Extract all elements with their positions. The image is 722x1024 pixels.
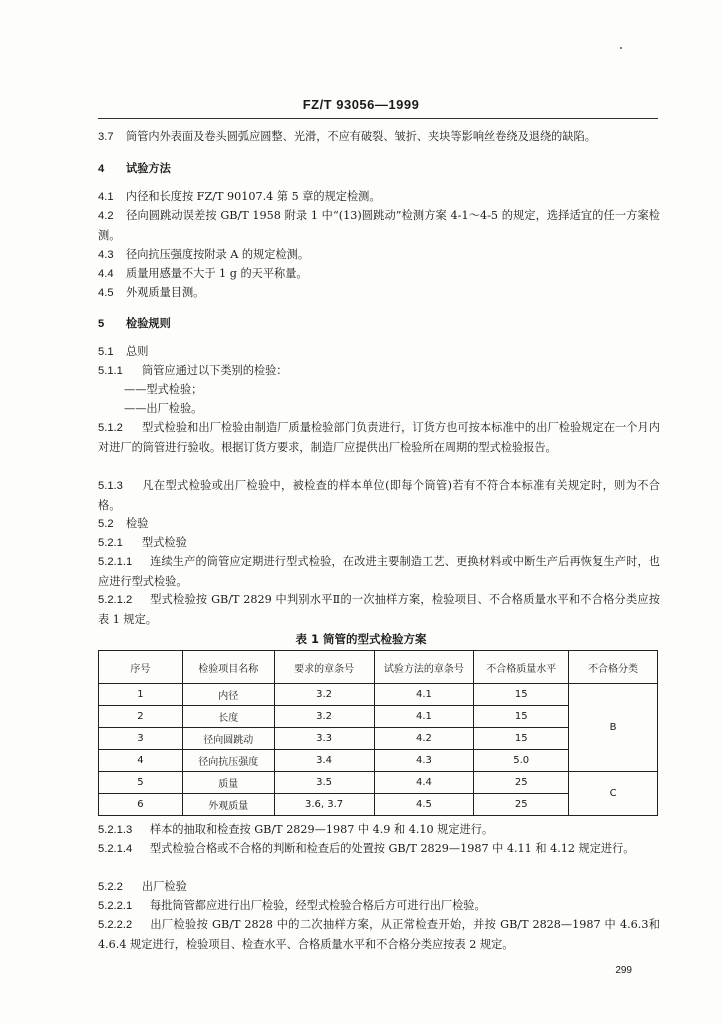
cell-item: 长度 bbox=[182, 706, 274, 728]
section-4-heading: 4 试验方法 bbox=[98, 161, 171, 175]
clause-5-1-2: 5.1.2 型式检验和出厂检验由制造厂质量检验部门负责进行，订货方也可按本标准中的出厂检验规定在一个月内对进厂的筒管进行验收。根据订货方要求，制造厂应提供出厂检验所在周期的型式检验报告。 bbox=[98, 421, 660, 454]
clause-5-1-1: 5.1.1 筒管应通过以下类别的检验： bbox=[98, 364, 288, 377]
clause-5-2-1-3: 5.2.1.3 样本的抽取和检查按 GB/T 2829—1987 中 4.9 和 4.10 规定进行。 bbox=[98, 823, 494, 836]
cell-test-method: 4.1 bbox=[374, 684, 474, 706]
col-header-index: 序号 bbox=[99, 651, 183, 684]
clause-5-1: 5.1 总则 bbox=[98, 345, 149, 358]
cell-test-method: 4.4 bbox=[374, 772, 474, 794]
clause-4-2: 4.2 径向圆跳动误差按 GB/T 1958 附录 1 中“(13)圆跳动”检测方案 4-1～4-5 的规定，选择适宜的任一方案检测。 bbox=[98, 209, 660, 242]
cell-requirement: 3.2 bbox=[274, 684, 374, 706]
cell-index: 3 bbox=[99, 728, 183, 750]
col-header-class: 不合格分类 bbox=[569, 651, 658, 684]
cell-item: 内径 bbox=[182, 684, 274, 706]
cell-class-b: B bbox=[569, 684, 658, 772]
cell-index: 4 bbox=[99, 750, 183, 772]
cell-rql: 15 bbox=[474, 706, 569, 728]
cell-class-c: C bbox=[569, 772, 658, 816]
clause-5-2-2: 5.2.2 出厂检验 bbox=[98, 880, 187, 893]
col-header-requirement-clause: 要求的章条号 bbox=[274, 651, 374, 684]
cell-requirement: 3.3 bbox=[274, 728, 374, 750]
table-row bbox=[99, 772, 658, 794]
col-header-item: 检验项目名称 bbox=[182, 651, 274, 684]
page-number: 299 bbox=[615, 965, 632, 976]
clause-4-3: 4.3 径向抗压强度按附录 A 的规定检测。 bbox=[98, 248, 310, 261]
cell-index: 2 bbox=[99, 706, 183, 728]
list-item-factory-inspection: ——出厂检验。 bbox=[124, 402, 203, 415]
cell-requirement: 3.6, 3.7 bbox=[274, 794, 374, 816]
cell-rql: 15 bbox=[474, 684, 569, 706]
cell-test-method: 4.2 bbox=[374, 728, 474, 750]
cell-requirement: 3.4 bbox=[274, 750, 374, 772]
cell-item: 径向圆跳动 bbox=[182, 728, 274, 750]
list-item-type-inspection: ——型式检验； bbox=[124, 383, 203, 396]
header-rule bbox=[98, 118, 658, 119]
cell-item: 径向抗压强度 bbox=[182, 750, 274, 772]
cell-index: 5 bbox=[99, 772, 183, 794]
table-1 bbox=[98, 650, 658, 816]
standard-number-header: FZ/T 93056—1999 bbox=[302, 97, 420, 112]
cell-index: 6 bbox=[99, 794, 183, 816]
cell-rql: 5.0 bbox=[474, 750, 569, 772]
clause-5-2-1-1: 5.2.1.1 连续生产的筒管应定期进行型式检验，在改进主要制造工艺、更换材料或中断生产后再恢复生产时，也应进行型式检验。 bbox=[98, 555, 660, 588]
cell-requirement: 3.2 bbox=[274, 706, 374, 728]
cell-rql: 25 bbox=[474, 794, 569, 816]
cell-test-method: 4.5 bbox=[374, 794, 474, 816]
clause-4-4: 4.4 质量用感量不大于 1 g 的天平称量。 bbox=[98, 267, 308, 280]
cell-requirement: 3.5 bbox=[274, 772, 374, 794]
cell-item: 外观质量 bbox=[182, 794, 274, 816]
col-header-test-clause: 试验方法的章条号 bbox=[374, 651, 474, 684]
cell-index: 1 bbox=[99, 684, 183, 706]
section-5-heading: 5 检验规则 bbox=[98, 316, 171, 330]
clause-4-1: 4.1 内径和长度按 FZ/T 90107.4 第 5 章的规定检测。 bbox=[98, 190, 381, 203]
scan-speck bbox=[620, 47, 622, 49]
cell-test-method: 4.1 bbox=[374, 706, 474, 728]
clause-5-2-1-4: 5.2.1.4 型式检验合格或不合格的判断和检查后的处置按 GB/T 2829—1987 中 4.11 和 4.12 规定进行。 bbox=[98, 842, 635, 855]
clause-3-7: 3.7 筒管内外表面及卷头圆弧应圆整、光滑，不应有破裂、皱折、夹块等影响丝卷绕及退绕的缺陷。 bbox=[98, 130, 596, 143]
clause-5-2-2-2: 5.2.2.2 出厂检验按 GB/T 2828 中的二次抽样方案，从正常检查开始，并按 GB/T 2828—1987 中 4.6.3和 4.6.4 规定进行，检验项目、检查水平、合格质量水平和不合格分类应按表 2 规定。 bbox=[98, 918, 660, 951]
clause-5-2-1-2: 5.2.1.2 型式检验按 GB/T 2829 中判别水平Ⅱ的一次抽样方案，检验项目、不合格质量水平和不合格分类应按表 1 规定。 bbox=[98, 593, 660, 626]
clause-5-2-1: 5.2.1 型式检验 bbox=[98, 536, 187, 549]
table-header-row bbox=[99, 651, 658, 684]
col-header-rql: 不合格质量水平 bbox=[474, 651, 569, 684]
table-row bbox=[99, 684, 658, 706]
clause-5-2: 5.2 检验 bbox=[98, 517, 149, 530]
table-1-caption: 表 1 筒管的型式检验方案 bbox=[295, 632, 427, 646]
cell-rql: 25 bbox=[474, 772, 569, 794]
cell-test-method: 4.3 bbox=[374, 750, 474, 772]
clause-5-1-3: 5.1.3 凡在型式检验或出厂检验中，被检查的样本单位(即每个筒管)若有不符合本标准有关规定时，则为不合格。 bbox=[98, 479, 660, 512]
clause-5-2-2-1: 5.2.2.1 每批筒管都应进行出厂检验，经型式检验合格后方可进行出厂检验。 bbox=[98, 899, 486, 912]
clause-4-5: 4.5 外观质量目测。 bbox=[98, 286, 205, 299]
cell-item: 质量 bbox=[182, 772, 274, 794]
cell-rql: 15 bbox=[474, 728, 569, 750]
